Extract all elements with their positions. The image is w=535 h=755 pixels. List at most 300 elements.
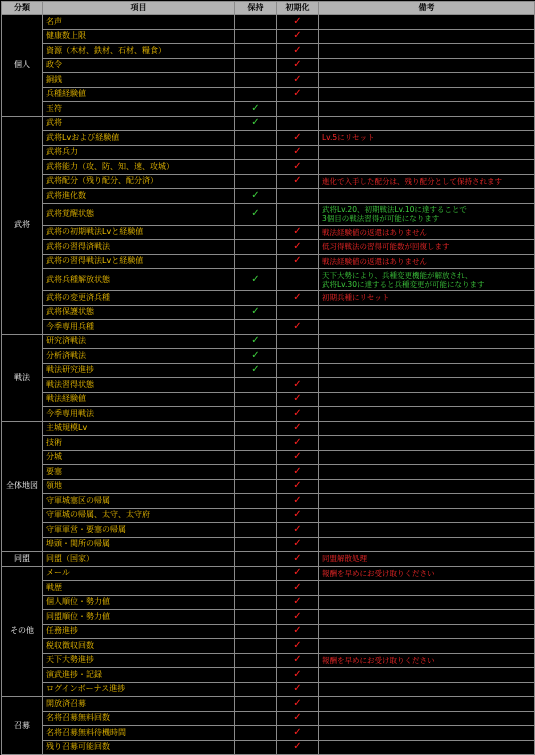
reset-check-icon: ✓ (293, 436, 302, 448)
keep-cell (235, 145, 277, 160)
item-name: 同盟順位・勢力値 (43, 610, 235, 625)
reset-check-icon: ✓ (293, 451, 302, 463)
note-cell (319, 305, 535, 320)
reset-check-icon: ✓ (293, 291, 302, 303)
keep-check-icon: ✓ (251, 189, 260, 201)
keep-check-icon: ✓ (251, 364, 260, 376)
header-row (2, 2, 535, 15)
keep-cell (235, 102, 277, 117)
reset-check-icon: ✓ (293, 226, 302, 238)
reset-table (1, 1, 535, 755)
keep-cell (235, 436, 277, 451)
keep-cell (235, 624, 277, 639)
note-cell (319, 552, 535, 567)
keep-cell (235, 378, 277, 393)
keep-cell (235, 668, 277, 683)
reset-cell (277, 378, 319, 393)
reset-check-icon: ✓ (293, 59, 302, 71)
keep-cell (235, 421, 277, 436)
table-row (2, 421, 535, 436)
table-row (2, 29, 535, 44)
note-cell (319, 624, 535, 639)
item-name: 武将兵種解放状態 (43, 269, 235, 291)
keep-cell (235, 174, 277, 189)
note-cell (319, 639, 535, 654)
table-row (2, 174, 535, 189)
reset-cell (277, 653, 319, 668)
keep-cell (235, 269, 277, 291)
header-item: 項目 (43, 2, 235, 15)
keep-cell (235, 610, 277, 625)
reset-cell (277, 537, 319, 552)
keep-check-icon: ✓ (251, 349, 260, 361)
table-row (2, 465, 535, 480)
reset-check-icon: ✓ (293, 465, 302, 477)
table-row (2, 479, 535, 494)
item-name: 武将保護状態 (43, 305, 235, 320)
reset-check-icon: ✓ (293, 15, 302, 27)
keep-cell (235, 116, 277, 131)
reset-check-icon: ✓ (293, 407, 302, 419)
table-row (2, 450, 535, 465)
note-text-line2: 3個目の戦法習得が可能になります (322, 214, 440, 223)
reset-check-icon: ✓ (293, 88, 302, 100)
note-cell (319, 378, 535, 393)
keep-cell (235, 87, 277, 102)
table-row (2, 363, 535, 378)
note-cell (319, 15, 535, 30)
note-cell (319, 87, 535, 102)
item-name: 分城 (43, 450, 235, 465)
note-cell (319, 160, 535, 175)
note-cell (319, 537, 535, 552)
keep-cell (235, 73, 277, 88)
reset-check-icon: ✓ (293, 668, 302, 680)
reset-check-icon: ✓ (293, 567, 302, 579)
keep-cell (235, 305, 277, 320)
item-name: 資源（木材、鉄材、石材、糧食） (43, 44, 235, 59)
reset-check-icon: ✓ (293, 596, 302, 608)
reset-check-icon: ✓ (293, 73, 302, 85)
reset-cell (277, 305, 319, 320)
reset-cell (277, 160, 319, 175)
category-label: 全体地図 (2, 421, 43, 552)
table-row (2, 624, 535, 639)
reset-cell (277, 682, 319, 697)
keep-cell (235, 334, 277, 349)
note-cell (319, 581, 535, 596)
item-name: 税収徴収回数 (43, 639, 235, 654)
table-row (2, 189, 535, 204)
item-name: 主城規模Lv (43, 421, 235, 436)
reset-check-icon: ✓ (293, 146, 302, 158)
keep-cell (235, 523, 277, 538)
table-row (2, 291, 535, 306)
table-row (2, 711, 535, 726)
reset-check-icon: ✓ (293, 552, 302, 564)
item-name: 健康数上限 (43, 29, 235, 44)
item-name: 玉符 (43, 102, 235, 117)
note-cell (319, 116, 535, 131)
item-name: 名将召募無料回数 (43, 711, 235, 726)
note-cell (319, 240, 535, 255)
keep-cell (235, 450, 277, 465)
note-cell (319, 291, 535, 306)
item-name: 戦法習得状態 (43, 378, 235, 393)
table-row (2, 436, 535, 451)
item-name: 武将進化数 (43, 189, 235, 204)
keep-cell (235, 465, 277, 480)
note-cell (319, 44, 535, 59)
note-cell (319, 508, 535, 523)
reset-cell (277, 131, 319, 146)
reset-cell (277, 450, 319, 465)
reset-check-icon: ✓ (293, 131, 302, 143)
note-cell (319, 102, 535, 117)
reset-check-icon: ✓ (293, 44, 302, 56)
header-reset: 初期化 (277, 2, 319, 15)
note-text: 初期兵種にリセット (322, 293, 390, 303)
reset-cell (277, 349, 319, 364)
table-row (2, 653, 535, 668)
reset-check-icon: ✓ (293, 255, 302, 267)
category-label: 個人 (2, 15, 43, 117)
note-text: 戦法経験値の返還はありません (322, 256, 427, 266)
item-name: 武将の習得戦法Lvと経験値 (43, 254, 235, 269)
reset-cell (277, 392, 319, 407)
reset-cell (277, 479, 319, 494)
reset-cell (277, 44, 319, 59)
table-row (2, 697, 535, 712)
reset-cell (277, 494, 319, 509)
header-note: 備考 (319, 2, 535, 15)
table-row (2, 225, 535, 240)
keep-check-icon: ✓ (251, 208, 260, 219)
keep-cell (235, 320, 277, 335)
table-row (2, 269, 535, 291)
note-cell (319, 269, 535, 291)
item-name: 開放済召募 (43, 697, 235, 712)
keep-cell (235, 203, 277, 225)
note-cell (319, 726, 535, 741)
item-name: 領地 (43, 479, 235, 494)
table-row (2, 566, 535, 581)
table-body (2, 15, 535, 755)
reset-check-icon: ✓ (293, 320, 302, 332)
keep-cell (235, 189, 277, 204)
table-row (2, 726, 535, 741)
reset-check-icon: ✓ (293, 422, 302, 434)
item-name: 個人順位・勢力値 (43, 595, 235, 610)
note-text: 戦法経験値の返還はありません (322, 227, 427, 237)
keep-check-icon: ✓ (251, 273, 260, 285)
item-name: 名声 (43, 15, 235, 30)
item-name: 天下大勢進捗 (43, 653, 235, 668)
reset-cell (277, 29, 319, 44)
reset-cell (277, 610, 319, 625)
keep-check-icon: ✓ (251, 306, 260, 318)
item-name: メール (43, 566, 235, 581)
reset-check-icon: ✓ (293, 712, 302, 724)
keep-cell (235, 479, 277, 494)
item-name: 名将召募無料待機時間 (43, 726, 235, 741)
reset-check-icon: ✓ (293, 480, 302, 492)
reset-check-icon: ✓ (293, 639, 302, 651)
note-cell (319, 58, 535, 73)
table-row (2, 160, 535, 175)
keep-cell (235, 566, 277, 581)
reset-check-icon: ✓ (293, 175, 302, 187)
item-name: 武将の変更済兵種 (43, 291, 235, 306)
table-row (2, 131, 535, 146)
note-cell (319, 320, 535, 335)
reset-cell (277, 102, 319, 117)
table-row (2, 610, 535, 625)
note-cell (319, 436, 535, 451)
note-text: 低习得戦法の習得可能数が回復します (322, 242, 450, 252)
keep-cell (235, 160, 277, 175)
table-row (2, 305, 535, 320)
note-text: 報酬を早めにお受け取りください (322, 568, 435, 578)
reset-cell (277, 508, 319, 523)
note-cell (319, 494, 535, 509)
item-name: 武将の初期戦法Lvと経験値 (43, 225, 235, 240)
reset-check-icon: ✓ (293, 581, 302, 593)
note-text: 武将Lv.20、初期戦法Lv.10に達することで (322, 205, 467, 214)
keep-cell (235, 552, 277, 567)
item-name: 守軍城の帰属、太守、太守府 (43, 508, 235, 523)
reset-cell (277, 740, 319, 755)
reset-cell (277, 87, 319, 102)
table-row (2, 334, 535, 349)
keep-cell (235, 581, 277, 596)
reset-cell (277, 58, 319, 73)
header-category: 分類 (2, 2, 43, 15)
reset-cell (277, 668, 319, 683)
reset-cell (277, 581, 319, 596)
note-text-line2: 武将Lv.30に達すると兵種変更が可能になります (322, 279, 485, 289)
reset-cell (277, 363, 319, 378)
note-cell (319, 450, 535, 465)
note-cell (319, 465, 535, 480)
keep-cell (235, 131, 277, 146)
table-row (2, 523, 535, 538)
reset-cell (277, 269, 319, 291)
note-cell (319, 203, 535, 225)
note-text: 報酬を早めにお受け取りください (322, 655, 435, 665)
item-name: 今季専用兵種 (43, 320, 235, 335)
note-cell (319, 392, 535, 407)
item-name: 銅銭 (43, 73, 235, 88)
reset-check-icon: ✓ (293, 683, 302, 695)
reset-cell (277, 73, 319, 88)
reset-cell (277, 116, 319, 131)
note-cell (319, 595, 535, 610)
table-row (2, 595, 535, 610)
table-row (2, 740, 535, 755)
table-row (2, 44, 535, 59)
table-row (2, 537, 535, 552)
item-name: 武将Lvおよび経験値 (43, 131, 235, 146)
note-cell (319, 479, 535, 494)
table-row (2, 102, 535, 117)
reset-cell (277, 639, 319, 654)
note-cell (319, 29, 535, 44)
item-name: 戦法経験値 (43, 392, 235, 407)
keep-cell (235, 225, 277, 240)
reset-check-icon: ✓ (293, 240, 302, 252)
reset-check-icon: ✓ (293, 523, 302, 535)
category-label: 戦法 (2, 334, 43, 421)
item-name: 武将能力（攻、防、知、速、攻城） (43, 160, 235, 175)
reset-check-icon: ✓ (293, 654, 302, 666)
table-row (2, 145, 535, 160)
note-cell (319, 653, 535, 668)
keep-cell (235, 407, 277, 422)
table-row (2, 203, 535, 225)
reset-cell (277, 436, 319, 451)
note-cell (319, 566, 535, 581)
note-cell (319, 254, 535, 269)
note-cell (319, 697, 535, 712)
keep-cell (235, 240, 277, 255)
item-name: 武将 (43, 116, 235, 131)
item-name: 兵種経験値 (43, 87, 235, 102)
reset-check-icon: ✓ (293, 393, 302, 405)
keep-cell (235, 44, 277, 59)
note-cell (319, 225, 535, 240)
item-name: 要塞 (43, 465, 235, 480)
table-row (2, 581, 535, 596)
keep-cell (235, 363, 277, 378)
table-row (2, 668, 535, 683)
keep-cell (235, 711, 277, 726)
keep-check-icon: ✓ (251, 102, 260, 114)
reset-cell (277, 320, 319, 335)
reset-check-icon: ✓ (293, 610, 302, 622)
category-label: 武将 (2, 116, 43, 334)
keep-cell (235, 653, 277, 668)
keep-cell (235, 639, 277, 654)
note-cell (319, 421, 535, 436)
reset-check-icon: ✓ (293, 378, 302, 390)
table-row (2, 682, 535, 697)
note-cell (319, 334, 535, 349)
keep-cell (235, 15, 277, 30)
keep-cell (235, 349, 277, 364)
keep-cell (235, 697, 277, 712)
keep-cell (235, 58, 277, 73)
item-name: 武将配分（残り配分、配分済） (43, 174, 235, 189)
reset-cell (277, 240, 319, 255)
table-row (2, 73, 535, 88)
note-cell (319, 711, 535, 726)
table-row (2, 320, 535, 335)
table-row (2, 116, 535, 131)
reset-cell (277, 225, 319, 240)
reset-check-icon: ✓ (293, 30, 302, 42)
keep-cell (235, 494, 277, 509)
item-name: 残り召募可能回数 (43, 740, 235, 755)
keep-check-icon: ✓ (251, 335, 260, 347)
reset-cell (277, 174, 319, 189)
keep-cell (235, 595, 277, 610)
keep-cell (235, 254, 277, 269)
item-name: 守軍城塞区の帰属 (43, 494, 235, 509)
keep-cell (235, 291, 277, 306)
category-label: 同盟 (2, 552, 43, 567)
item-name: 今季専用戦法 (43, 407, 235, 422)
note-cell (319, 349, 535, 364)
reset-cell (277, 203, 319, 225)
note-cell (319, 740, 535, 755)
item-name: 守軍軍営・要塞の帰属 (43, 523, 235, 538)
reset-cell (277, 334, 319, 349)
table-row (2, 15, 535, 30)
item-name: 研究済戦法 (43, 334, 235, 349)
note-cell (319, 363, 535, 378)
table-row (2, 639, 535, 654)
item-name: 武将兵力 (43, 145, 235, 160)
table-row (2, 407, 535, 422)
keep-check-icon: ✓ (251, 117, 260, 129)
reset-cell (277, 465, 319, 480)
note-cell (319, 145, 535, 160)
note-text: 同盟解散処理 (322, 554, 367, 564)
reset-cell (277, 15, 319, 30)
note-cell (319, 668, 535, 683)
reset-check-icon: ✓ (293, 494, 302, 506)
note-cell (319, 189, 535, 204)
reset-cell (277, 523, 319, 538)
keep-cell (235, 508, 277, 523)
table-row (2, 349, 535, 364)
keep-cell (235, 740, 277, 755)
item-name: 埠頭・関所の帰属 (43, 537, 235, 552)
note-cell (319, 407, 535, 422)
item-name: 技術 (43, 436, 235, 451)
item-name: 武将覚醒状態 (43, 203, 235, 225)
keep-cell (235, 726, 277, 741)
header-keep: 保持 (235, 2, 277, 15)
reset-cell (277, 189, 319, 204)
reset-cell (277, 566, 319, 581)
keep-cell (235, 392, 277, 407)
reset-check-icon: ✓ (293, 741, 302, 753)
reset-cell (277, 595, 319, 610)
table-row (2, 552, 535, 567)
reset-check-icon: ✓ (293, 697, 302, 709)
table-row (2, 254, 535, 269)
reset-cell (277, 145, 319, 160)
category-label: その他 (2, 566, 43, 697)
item-name: ログインボーナス進捗 (43, 682, 235, 697)
reset-check-icon: ✓ (293, 160, 302, 172)
reset-check-icon: ✓ (293, 726, 302, 738)
table-row (2, 240, 535, 255)
note-cell (319, 73, 535, 88)
note-text: 天下大勢により、兵種変更機能が解放され、 (322, 270, 473, 280)
table-row (2, 508, 535, 523)
item-name: 戦法研究進捗 (43, 363, 235, 378)
table-row (2, 87, 535, 102)
note-text: Lv.5にリセット (322, 133, 375, 143)
category-label: 召募 (2, 697, 43, 755)
table-row (2, 392, 535, 407)
reset-cell (277, 726, 319, 741)
table-row (2, 378, 535, 393)
reset-cell (277, 254, 319, 269)
